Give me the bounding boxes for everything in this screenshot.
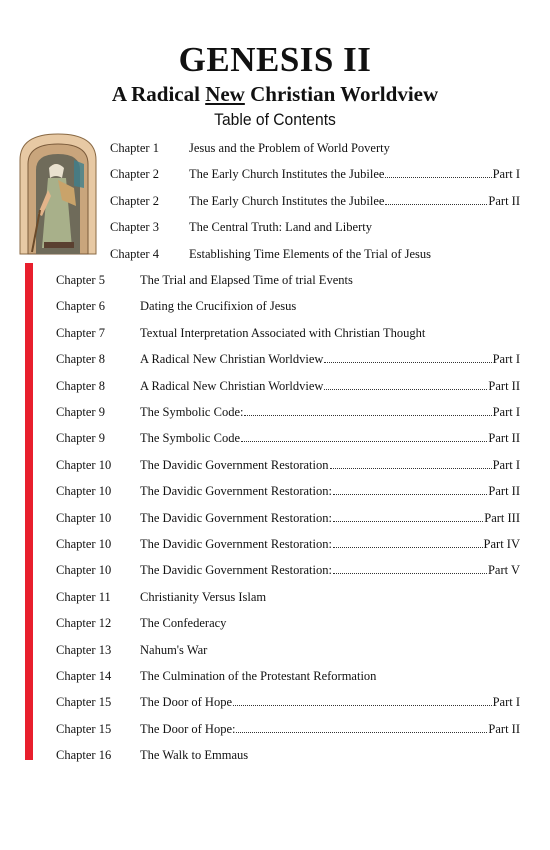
toc-heading: Table of Contents xyxy=(214,110,336,129)
toc-chapter-number: Chapter 7 xyxy=(56,326,105,340)
toc-chapter-title: The Confederacy xyxy=(140,616,227,630)
toc-chapter-title: The Davidic Government Restoration: xyxy=(140,484,332,498)
toc-chapter-number: Chapter 6 xyxy=(56,299,105,313)
toc-dot-leader xyxy=(233,694,492,706)
toc-part-label: Part I xyxy=(492,458,520,472)
toc-chapter-title: The Davidic Government Restoration: xyxy=(140,563,332,577)
toc-part-label: Part IV xyxy=(483,537,520,551)
toc-chapter-number: Chapter 15 xyxy=(56,722,112,736)
toc-chapter-title: The Central Truth: Land and Liberty xyxy=(189,220,372,234)
toc-chapter-number: Chapter 4 xyxy=(110,247,159,261)
toc-chapter-number: Chapter 14 xyxy=(56,669,112,683)
toc-entry xyxy=(56,456,520,474)
toc-entry xyxy=(56,614,520,632)
toc-chapter-number: Chapter 10 xyxy=(56,458,112,472)
toc-chapter-number: Chapter 8 xyxy=(56,379,105,393)
toc-chapter-number: Chapter 1 xyxy=(110,141,159,155)
toc-chapter-title: The Culmination of the Protestant Reformation xyxy=(140,669,377,683)
toc-chapter-number: Chapter 16 xyxy=(56,748,112,762)
toc-chapter-title: The Davidic Government Restoration: xyxy=(140,537,332,551)
toc-chapter-title: The Symbolic Code xyxy=(140,431,240,445)
toc-chapter-number: Chapter 8 xyxy=(56,352,105,366)
toc-chapter-title: Nahum's War xyxy=(140,643,208,657)
toc-chapter-number: Chapter 11 xyxy=(56,590,111,604)
toc-chapter-title: Establishing Time Elements of the Trial of Jesus xyxy=(189,247,432,261)
toc-chapter-title: Christianity Versus Islam xyxy=(140,590,267,604)
toc-chapter-number: Chapter 15 xyxy=(56,695,112,709)
toc-chapter-title: The Walk to Emmaus xyxy=(140,748,249,762)
toc-entry xyxy=(56,482,520,500)
toc-entry xyxy=(56,561,520,579)
subtitle-underlined-word: New xyxy=(205,82,245,106)
toc-chapter-title: The Davidic Government Restoration: xyxy=(140,511,332,525)
toc-part-label: Part I xyxy=(492,167,520,181)
toc-dot-leader xyxy=(385,166,491,178)
toc-entry xyxy=(56,746,520,764)
toc-chapter-title: Dating the Crucifixion of Jesus xyxy=(140,299,297,313)
toc-part-label: Part I xyxy=(492,695,520,709)
toc-dot-leader xyxy=(333,510,483,522)
toc-entry xyxy=(110,218,520,236)
toc-dot-leader xyxy=(385,193,487,205)
toc-chapter-number: Chapter 12 xyxy=(56,616,112,630)
toc-entry xyxy=(110,165,520,183)
toc-chapter-title: The Early Church Institutes the Jubilee xyxy=(189,167,385,181)
toc-entry xyxy=(56,350,520,368)
toc-chapter-number: Chapter 10 xyxy=(56,563,112,577)
book-subtitle xyxy=(0,82,550,107)
toc-part-label: Part II xyxy=(488,431,520,445)
toc-chapter-number: Chapter 9 xyxy=(56,405,105,419)
toc-chapter-number: Chapter 9 xyxy=(56,431,105,445)
toc-chapter-title: The Door of Hope xyxy=(140,695,232,709)
toc-entry xyxy=(56,297,520,315)
toc-entry xyxy=(56,588,520,606)
toc-chapter-number: Chapter 13 xyxy=(56,643,112,657)
toc-chapter-title: Textual Interpretation Associated with Christian Thought xyxy=(140,326,426,340)
subtitle-suffix: Christian Worldview xyxy=(244,82,439,106)
toc-entry xyxy=(56,429,520,447)
toc-chapter-number: Chapter 3 xyxy=(110,220,159,234)
toc-chapter-number: Chapter 2 xyxy=(110,194,159,208)
toc-part-label: Part II xyxy=(488,379,520,393)
figure-in-doorway-illustration xyxy=(18,130,98,255)
toc-chapter-title: The Symbolic Code: xyxy=(140,405,244,419)
toc-entry xyxy=(110,245,520,263)
toc-entry xyxy=(56,509,520,527)
toc-entry xyxy=(56,324,520,342)
toc-dot-leader xyxy=(236,721,487,733)
toc-entry xyxy=(56,403,520,421)
toc-entry xyxy=(56,271,520,289)
toc-dot-leader xyxy=(324,378,487,390)
toc-chapter-title: The Trial and Elapsed Time of trial Events xyxy=(140,273,353,287)
toc-entry xyxy=(56,667,520,685)
toc-part-label: Part II xyxy=(488,484,520,498)
subtitle-prefix: A Radical xyxy=(111,82,206,106)
toc-dot-leader xyxy=(330,457,492,469)
toc-dot-leader xyxy=(244,404,491,416)
toc-chapter-title: The Davidic Government Restoration xyxy=(140,458,329,472)
toc-entry xyxy=(56,693,520,711)
toc-chapter-number: Chapter 2 xyxy=(110,167,159,181)
toc-part-label: Part III xyxy=(484,511,520,525)
toc-dot-leader xyxy=(241,430,487,442)
toc-chapter-title: A Radical New Christian Worldview xyxy=(140,379,324,393)
toc-part-label: Part I xyxy=(492,352,520,366)
toc-chapter-title: A Radical New Christian Worldview xyxy=(140,352,324,366)
toc-entry xyxy=(110,192,520,210)
toc-dot-leader xyxy=(333,536,483,548)
toc-part-label: Part I xyxy=(492,405,520,419)
toc-entry xyxy=(56,377,520,395)
toc-dot-leader xyxy=(333,562,487,574)
toc-dot-leader xyxy=(333,483,487,495)
toc-part-label: Part V xyxy=(487,563,520,577)
toc-dot-leader xyxy=(324,351,491,363)
toc-entry xyxy=(110,139,520,157)
toc-entry xyxy=(56,641,520,659)
toc-chapter-number: Chapter 10 xyxy=(56,511,112,525)
toc-chapter-number: Chapter 10 xyxy=(56,537,112,551)
toc-entry xyxy=(56,720,520,738)
red-margin-bar xyxy=(25,263,33,760)
toc-chapter-title: The Door of Hope: xyxy=(140,722,236,736)
book-title: GENESIS II xyxy=(178,40,372,79)
toc-chapter-title: Jesus and the Problem of World Poverty xyxy=(189,141,390,155)
toc-chapter-number: Chapter 10 xyxy=(56,484,112,498)
toc-part-label: Part II xyxy=(488,722,520,736)
toc-part-label: Part II xyxy=(488,194,520,208)
toc-chapter-number: Chapter 5 xyxy=(56,273,105,287)
toc-entry xyxy=(56,535,520,553)
toc-chapter-title: The Early Church Institutes the Jubilee xyxy=(189,194,385,208)
